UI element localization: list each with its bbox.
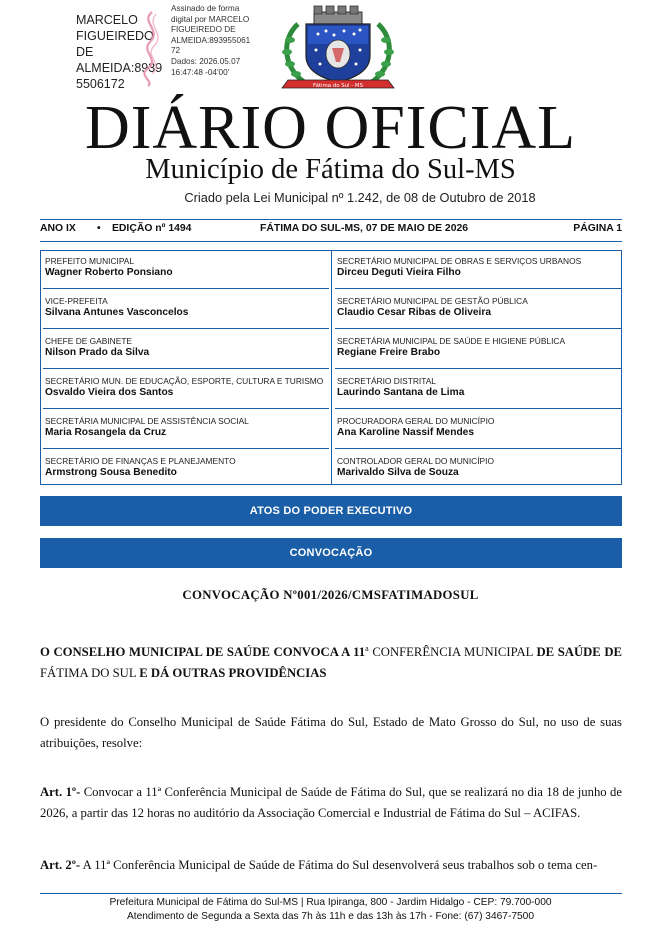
creation-law: Criado pela Lei Municipal nº 1.242, de 08 de Outubro de 2018: [184, 190, 536, 205]
official-entry: [45, 296, 331, 320]
official-name: Osvaldo Vieira dos Santos: [45, 387, 174, 398]
heading-part: DE SAÚDE DE: [536, 645, 623, 660]
official-entry: [337, 376, 623, 400]
officials-column-divider: [331, 251, 332, 484]
official-entry: [337, 256, 623, 280]
footer-rule: [40, 893, 622, 894]
official-role: PREFEITO MUNICIPAL: [45, 256, 135, 266]
official-entry: [45, 416, 331, 440]
official-name: Ana Karoline Nassif Mendes: [337, 427, 475, 438]
signature-name-line: ALMEIDA:8939: [76, 61, 163, 75]
official-name: Claudio Cesar Ribas de Oliveira: [337, 307, 492, 318]
officials-separator: [43, 288, 329, 289]
officials-box: [40, 250, 622, 485]
official-entry: [45, 376, 331, 400]
article-text: A 11ª Conferência Municipal de Saúde de Fátima do Sul desenvolverá seus trabalhos sob o tema cen-: [80, 858, 598, 872]
official-entry: [45, 456, 331, 480]
official-name: Silvana Antunes Vasconcelos: [45, 307, 189, 318]
section-bar-convocation: CONVOCAÇÃO: [40, 538, 622, 568]
heading-superscript: a: [365, 644, 369, 653]
article-1: [40, 782, 622, 824]
article-label: Art. 1º-: [40, 785, 81, 799]
official-role: SECRETÁRIO DE FINANÇAS E PLANEJAMENTO: [45, 456, 236, 466]
edition-bullet: •: [97, 223, 101, 234]
official-entry: [337, 456, 623, 480]
officials-separator: [335, 448, 621, 449]
official-name: Marivaldo Silva de Souza: [337, 467, 459, 478]
signature-detail-line: digital por MARCELO: [171, 14, 250, 24]
heading-part: CONFERÊNCIA MUNICIPAL: [368, 645, 537, 660]
official-entry: [337, 336, 623, 360]
officials-separator: [43, 328, 329, 329]
official-role: SECRETÁRIO DISTRITAL: [337, 376, 436, 386]
signature-detail-line: 72: [171, 46, 181, 56]
official-role: SECRETÁRIA MUNICIPAL DE ASSISTÊNCIA SOCIAL: [45, 416, 249, 426]
article-2: [40, 855, 622, 876]
article-text: Convocar a 11ª Conferência Municipal de Saúde de Fátima do Sul, que se realizará no dia 18 de junho de 2026, a partir das 12 horas no auditório da Associação Comercial e Industrial de Fátima do Sul – ACIFAS.: [40, 785, 622, 820]
officials-separator: [335, 408, 621, 409]
official-role: VICE-PREFEITA: [45, 296, 108, 306]
crest-banner-text: Fátima do Sul - MS: [312, 83, 364, 89]
footer-address: Prefeitura Municipal de Fátima do Sul-MS | Rua Ipiranga, 800 - Jardim Hidalgo - CEP: 79.700-000: [109, 897, 552, 908]
edition-bar: [40, 223, 622, 239]
edition-year: ANO IX: [40, 223, 76, 234]
heading-part: O CONSELHO MUNICIPAL DE SAÚDE CONVOCA A 11: [40, 645, 366, 660]
signature-detail-line: Assinado de forma: [171, 4, 240, 13]
edition-number: EDIÇÃO nº 1494: [112, 223, 192, 234]
signature-detail-line: 16:47:48 -04'00': [171, 67, 230, 77]
official-name: Wagner Roberto Ponsiano: [45, 267, 173, 278]
official-role: SECRETÁRIO MUN. DE EDUCAÇÃO, ESPORTE, CULTURA E TURISMO: [45, 376, 324, 386]
signature-details: [171, 4, 271, 78]
officials-separator: [43, 368, 329, 369]
official-name: Laurindo Santana de Lima: [337, 387, 465, 398]
official-role: CHEFE DE GABINETE: [45, 336, 133, 346]
heading-part: E DÁ OUTRAS PROVIDÊNCIAS: [139, 666, 327, 681]
official-name: Regiane Freire Brabo: [337, 347, 441, 358]
signature-detail-line: Dados: 2026.05.07: [171, 56, 241, 66]
signature-detail-line: FIGUEIREDO DE: [171, 25, 236, 35]
edition-place-date: FÁTIMA DO SUL-MS, 07 DE MAIO DE 2026: [260, 223, 469, 234]
official-entry: [337, 416, 623, 440]
edition-bottom-rule: [40, 241, 622, 242]
official-role: PROCURADORA GERAL DO MUNICÍPIO: [337, 416, 495, 426]
officials-separator: [43, 408, 329, 409]
edition-page: PÁGINA 1: [573, 223, 622, 234]
document-heading: [40, 638, 622, 684]
official-name: Nilson Prado da Silva: [45, 347, 150, 358]
signature-name-line: MARCELO: [76, 13, 138, 27]
official-role: SECRETÁRIA MUNICIPAL DE SAÚDE E HIGIENE PÚBLICA: [337, 336, 566, 346]
officials-separator: [335, 328, 621, 329]
official-name: Maria Rosangela da Cruz: [45, 427, 167, 438]
publication-title: DIÁRIO OFICIAL: [84, 94, 577, 162]
official-name: Dirceu Deguti Vieira Filho: [337, 267, 461, 278]
municipal-coat-of-arms-icon: [268, 4, 408, 96]
officials-separator: [335, 288, 621, 289]
heading-part: FÁTIMA DO SUL: [40, 666, 140, 681]
officials-separator: [43, 448, 329, 449]
document-title: CONVOCAÇÃO Nº001/2026/CMSFATIMADOSUL: [182, 588, 479, 602]
article-label: Art. 2º-: [40, 858, 81, 872]
signature-ribbon-icon: [132, 8, 172, 88]
officials-separator: [335, 368, 621, 369]
official-entry: [337, 296, 623, 320]
official-role: SECRETÁRIO MUNICIPAL DE OBRAS E SERVIÇOS URBANOS: [337, 256, 582, 266]
section-bar-executive: ATOS DO PODER EXECUTIVO: [40, 496, 622, 526]
signature-detail-line: ALMEIDA:893955061: [171, 35, 251, 45]
document-intro: O presidente do Conselho Municipal de Saúde Fátima do Sul, Estado de Mato Grosso do Sul, no uso de suas atribuições, resolve:: [40, 715, 622, 750]
edition-top-rule: [40, 219, 622, 220]
publication-subtitle: Município de Fátima do Sul-MS: [145, 154, 516, 185]
official-role: SECRETÁRIO MUNICIPAL DE GESTÃO PÚBLICA: [337, 296, 528, 306]
signature-name-line: FIGUEIREDO DE: [76, 29, 154, 59]
official-name: Armstrong Sousa Benedito: [45, 467, 177, 478]
official-entry: [45, 336, 331, 360]
official-role: CONTROLADOR GERAL DO MUNICÍPIO: [337, 456, 494, 466]
official-entry: [45, 256, 331, 280]
signature-name-line: 5506172: [76, 77, 125, 91]
footer-hours: Atendimento de Segunda a Sexta das 7h às 11h e das 13h às 17h - Fone: (67) 3467-7500: [126, 911, 535, 922]
